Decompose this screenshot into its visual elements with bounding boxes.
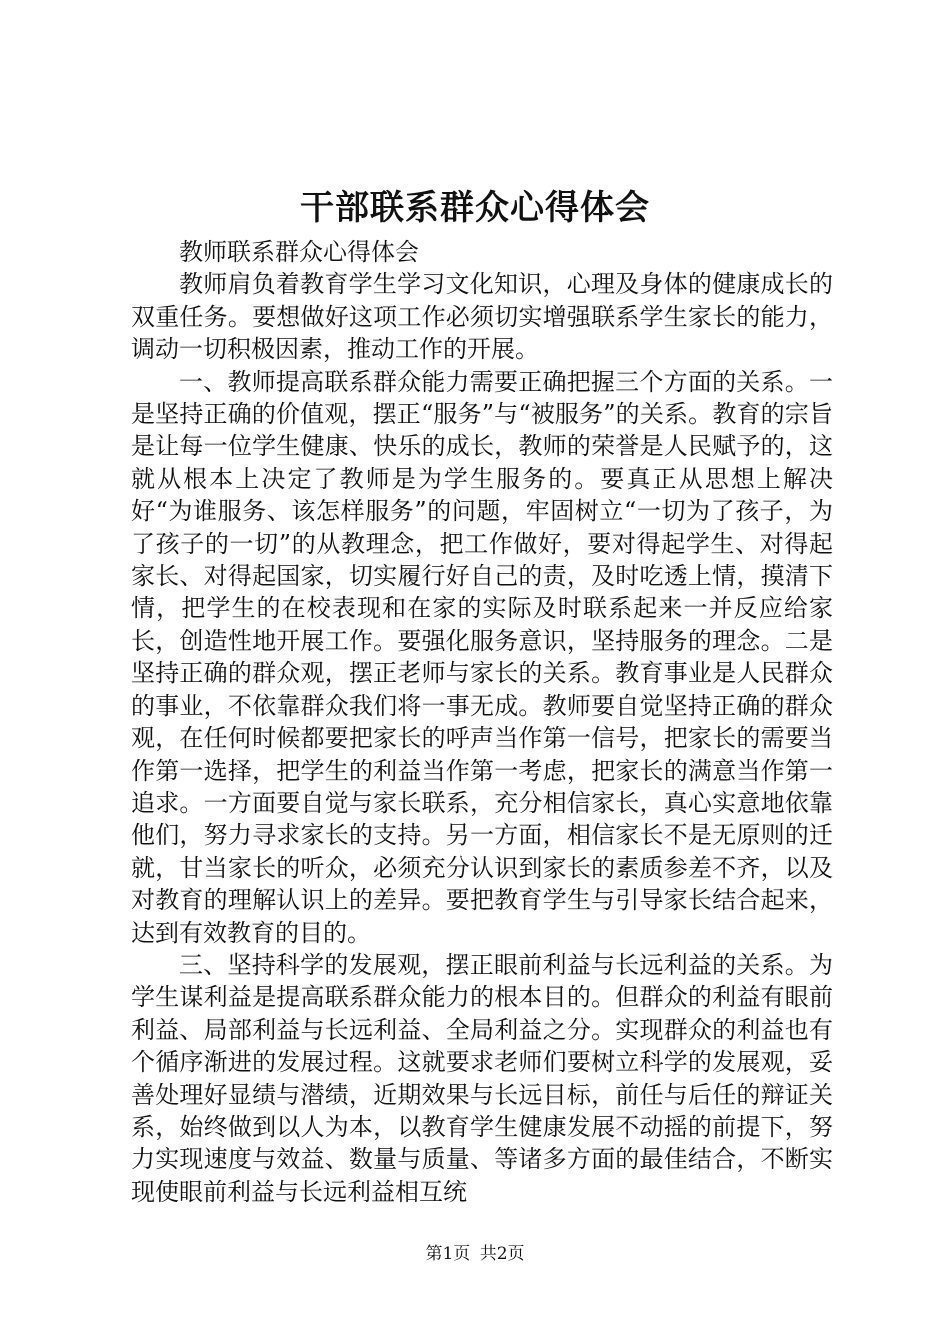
body-paragraph: 一、教师提高联系群众能力需要正确把握三个方面的关系。一是坚持正确的价值观，摆正“服务”与“被服务”的关系。教育的宗旨是让每一位学生健康、快乐的成长，教师的荣誉是人民赋予的，这就从根本上决定了教师是为学生服务的。要真正从思想上解决好“为谁服务、该怎样服务”的问题，牢固树立“一切为了孩子，为了孩子的一切”的从教理念，把工作做好，要对得起学生、对得起家长、对得起国家，切实履行好自己的责，及时吃透上情，摸清下情，把学生的在校表现和在家的实际及时联系起来一并反应给家长，创造性地开展工作。要强化服务意识，坚持服务的理念。二是坚持正确的群众观，摆正老师与家长的关系。教育事业是人民群众的事业，不依靠群众我们将一事无成。教师要自觉坚持正确的群众观，在任何时候都要把家长的呼声当作第一信号，把家长的需要当作第一选择，把学生的利益当作第一考虑，把家长的满意当作第一追求。一方面要自觉与家长联系，充分相信家长，真心实意地依靠他们，努力寻求家长的支持。另一方面，相信家长不是无原则的迁就，甘当家长的听众，必须充分认识到家长的素质参差不齐，以及对教育的理解认识上的差异。要把教育学生与引导家长结合起来，达到有效教育的目的。 [131, 367, 833, 947]
subtitle-line: 教师联系群众心得体会 [179, 238, 419, 266]
page-number: 第1页 [425, 1244, 471, 1264]
page-total: 共2页 [479, 1244, 525, 1264]
document-body [131, 236, 833, 1208]
body-paragraph: 教师肩负着教育学生学习文化知识，心理及身体的健康成长的双重任务。要想做好这项工作必须切实增强联系学生家长的能力，调动一切积极因素，推动工作的开展。 [131, 270, 833, 364]
document-title: 干部联系群众心得体会 [300, 188, 650, 228]
page-footer [0, 1243, 950, 1265]
body-paragraph: 三、坚持科学的发展观，摆正眼前利益与长远利益的关系。为学生谋利益是提高联系群众能力的根本目的。但群众的利益有眼前利益、局部利益与长远利益、全局利益之分。实现群众的利益也有个循序渐进的发展过程。这就要求老师们要树立科学的发展观，妥善处理好显绩与潜绩，近期效果与长远目标，前任与后任的辩证关系，始终做到以人为本，以教育学生健康发展不动摇的前提下，努力实现速度与效益、数量与质量、等诸多方面的最佳结合，不断实现使眼前利益与长远利益相互统 [131, 950, 833, 1206]
